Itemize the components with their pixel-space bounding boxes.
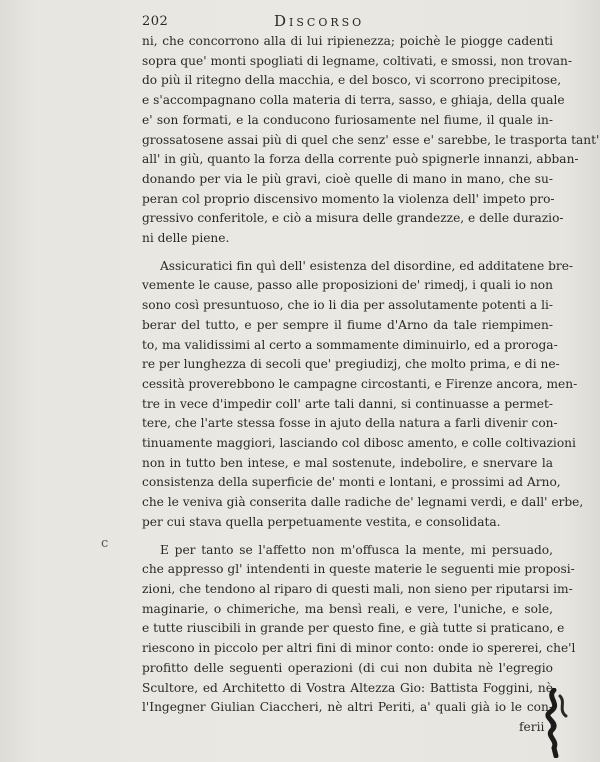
text-line: to, ma validissimi al certo a sommamente diminuirlo, ed a proroga- bbox=[142, 337, 558, 352]
running-title: Discorso bbox=[274, 12, 365, 30]
paragraph-3 bbox=[142, 541, 576, 738]
paragraph-1 bbox=[142, 32, 600, 249]
text-line: all' in giù, quanto la forza della corrente può spignerle innanzi, abban- bbox=[142, 152, 579, 167]
text-line: re per lunghezza di secoli que' pregiudizj, che molto prima, e di ne- bbox=[142, 357, 560, 372]
text-line: tere, che l'arte stessa fosse in ajuto della natura a farli divenir con- bbox=[142, 416, 558, 431]
text-line: grossatosene assai più di quel che senz' esse e' sarebbe, le trasporta tant' bbox=[142, 132, 600, 147]
text-line: do più il ritegno della macchia, e del bosco, vi scorrono precipitose, bbox=[142, 73, 562, 88]
text-line: peran col proprio discensivo momento la violenza dell' impeto pro- bbox=[142, 191, 555, 206]
text-line: donando per via le più gravi, cioè quelle di mano in mano, che su- bbox=[142, 171, 553, 186]
text-line: e tutte riuscibili in grande per questo fine, e già tutte si praticano, e bbox=[142, 621, 565, 636]
text-line: ni, che concorrono alla di lui ripienezza; poichè le piogge cadenti bbox=[142, 34, 553, 48]
text-line: e s'accompagnano colla materia di terra, sasso, e ghiaja, della quale bbox=[142, 93, 565, 108]
margin-mark: c bbox=[101, 536, 109, 551]
binder-clip-shadow bbox=[540, 688, 576, 758]
page-header bbox=[142, 10, 552, 32]
text-line: l'Ingegner Giulian Ciaccheri, nè altri Periti, a' quali già io le con- bbox=[142, 700, 553, 715]
text-line: vemente le cause, passo alle proposizioni de' rimedj, i quali io non bbox=[142, 278, 553, 293]
catchword: ferii ) bbox=[519, 719, 553, 734]
text-line: berar del tutto, e per sempre il fiume d'Arno da tale riempimen- bbox=[142, 317, 553, 332]
text-line: per cui stava quella perpetuamente vestita, e consolidata. bbox=[142, 514, 501, 529]
text-line: E per tanto se l'affetto non m'offusca la mente, mi persuado, bbox=[160, 542, 553, 557]
text-line: non in tutto ben intese, e mal sostenute, indebolire, e snervare la bbox=[142, 455, 553, 470]
body-text bbox=[142, 32, 600, 738]
text-line: profitto delle seguenti operazioni (di cui non dubita nè l'egregio bbox=[142, 660, 553, 675]
text-line: zioni, che tendono al riparo di questi mali, non sieno per riputarsi im- bbox=[142, 581, 573, 596]
text-line: gressivo conferitole, e ciò a misura delle grandezze, e delle durazio- bbox=[142, 211, 564, 226]
text-line: cessità proverebbono le campagne circostanti, e Firenze ancora, men- bbox=[142, 376, 578, 391]
text-line: tre in vece d'impedir coll' arte tali danni, si continuasse a permet- bbox=[142, 396, 553, 411]
text-line: consistenza della superficie de' monti e lontani, e prossimi ad Arno, bbox=[142, 475, 561, 490]
text-line: tinuamente maggiori, lasciando col dibosc amento, e colle coltivazioni bbox=[142, 436, 576, 451]
text-line: maginarie, o chimeriche, ma bensì reali, e vere, l'uniche, e sole, bbox=[142, 601, 553, 616]
text-line: sopra que' monti spogliati di legname, coltivati, e smossi, non trovan- bbox=[142, 53, 572, 68]
text-line: che le veniva già conserita dalle radiche de' legnami verdi, e dall' erbe, bbox=[142, 495, 584, 510]
text-line: e' son formati, e la conducono furiosamente nel fiume, il quale in- bbox=[142, 112, 553, 127]
text-line: riescono in piccolo per altri fini di minor conto: onde io spererei, che'l bbox=[142, 641, 576, 656]
page-number: 202 bbox=[142, 14, 169, 29]
text-line: che appresso gl' intendenti in queste materie le seguenti mie proposi- bbox=[142, 562, 575, 577]
text-line: sono così presuntuoso, che io li dia per assolutamente potenti a li- bbox=[142, 298, 553, 313]
text-line: ni delle piene. bbox=[142, 231, 230, 246]
text-line: Scultore, ed Architetto di Vostra Altezza Gio: Battista Foggini, nè bbox=[142, 680, 553, 695]
text-line: Assicuratici fin quì dell' esistenza del disordine, ed additatene bre- bbox=[160, 258, 574, 273]
paragraph-2 bbox=[142, 257, 584, 533]
